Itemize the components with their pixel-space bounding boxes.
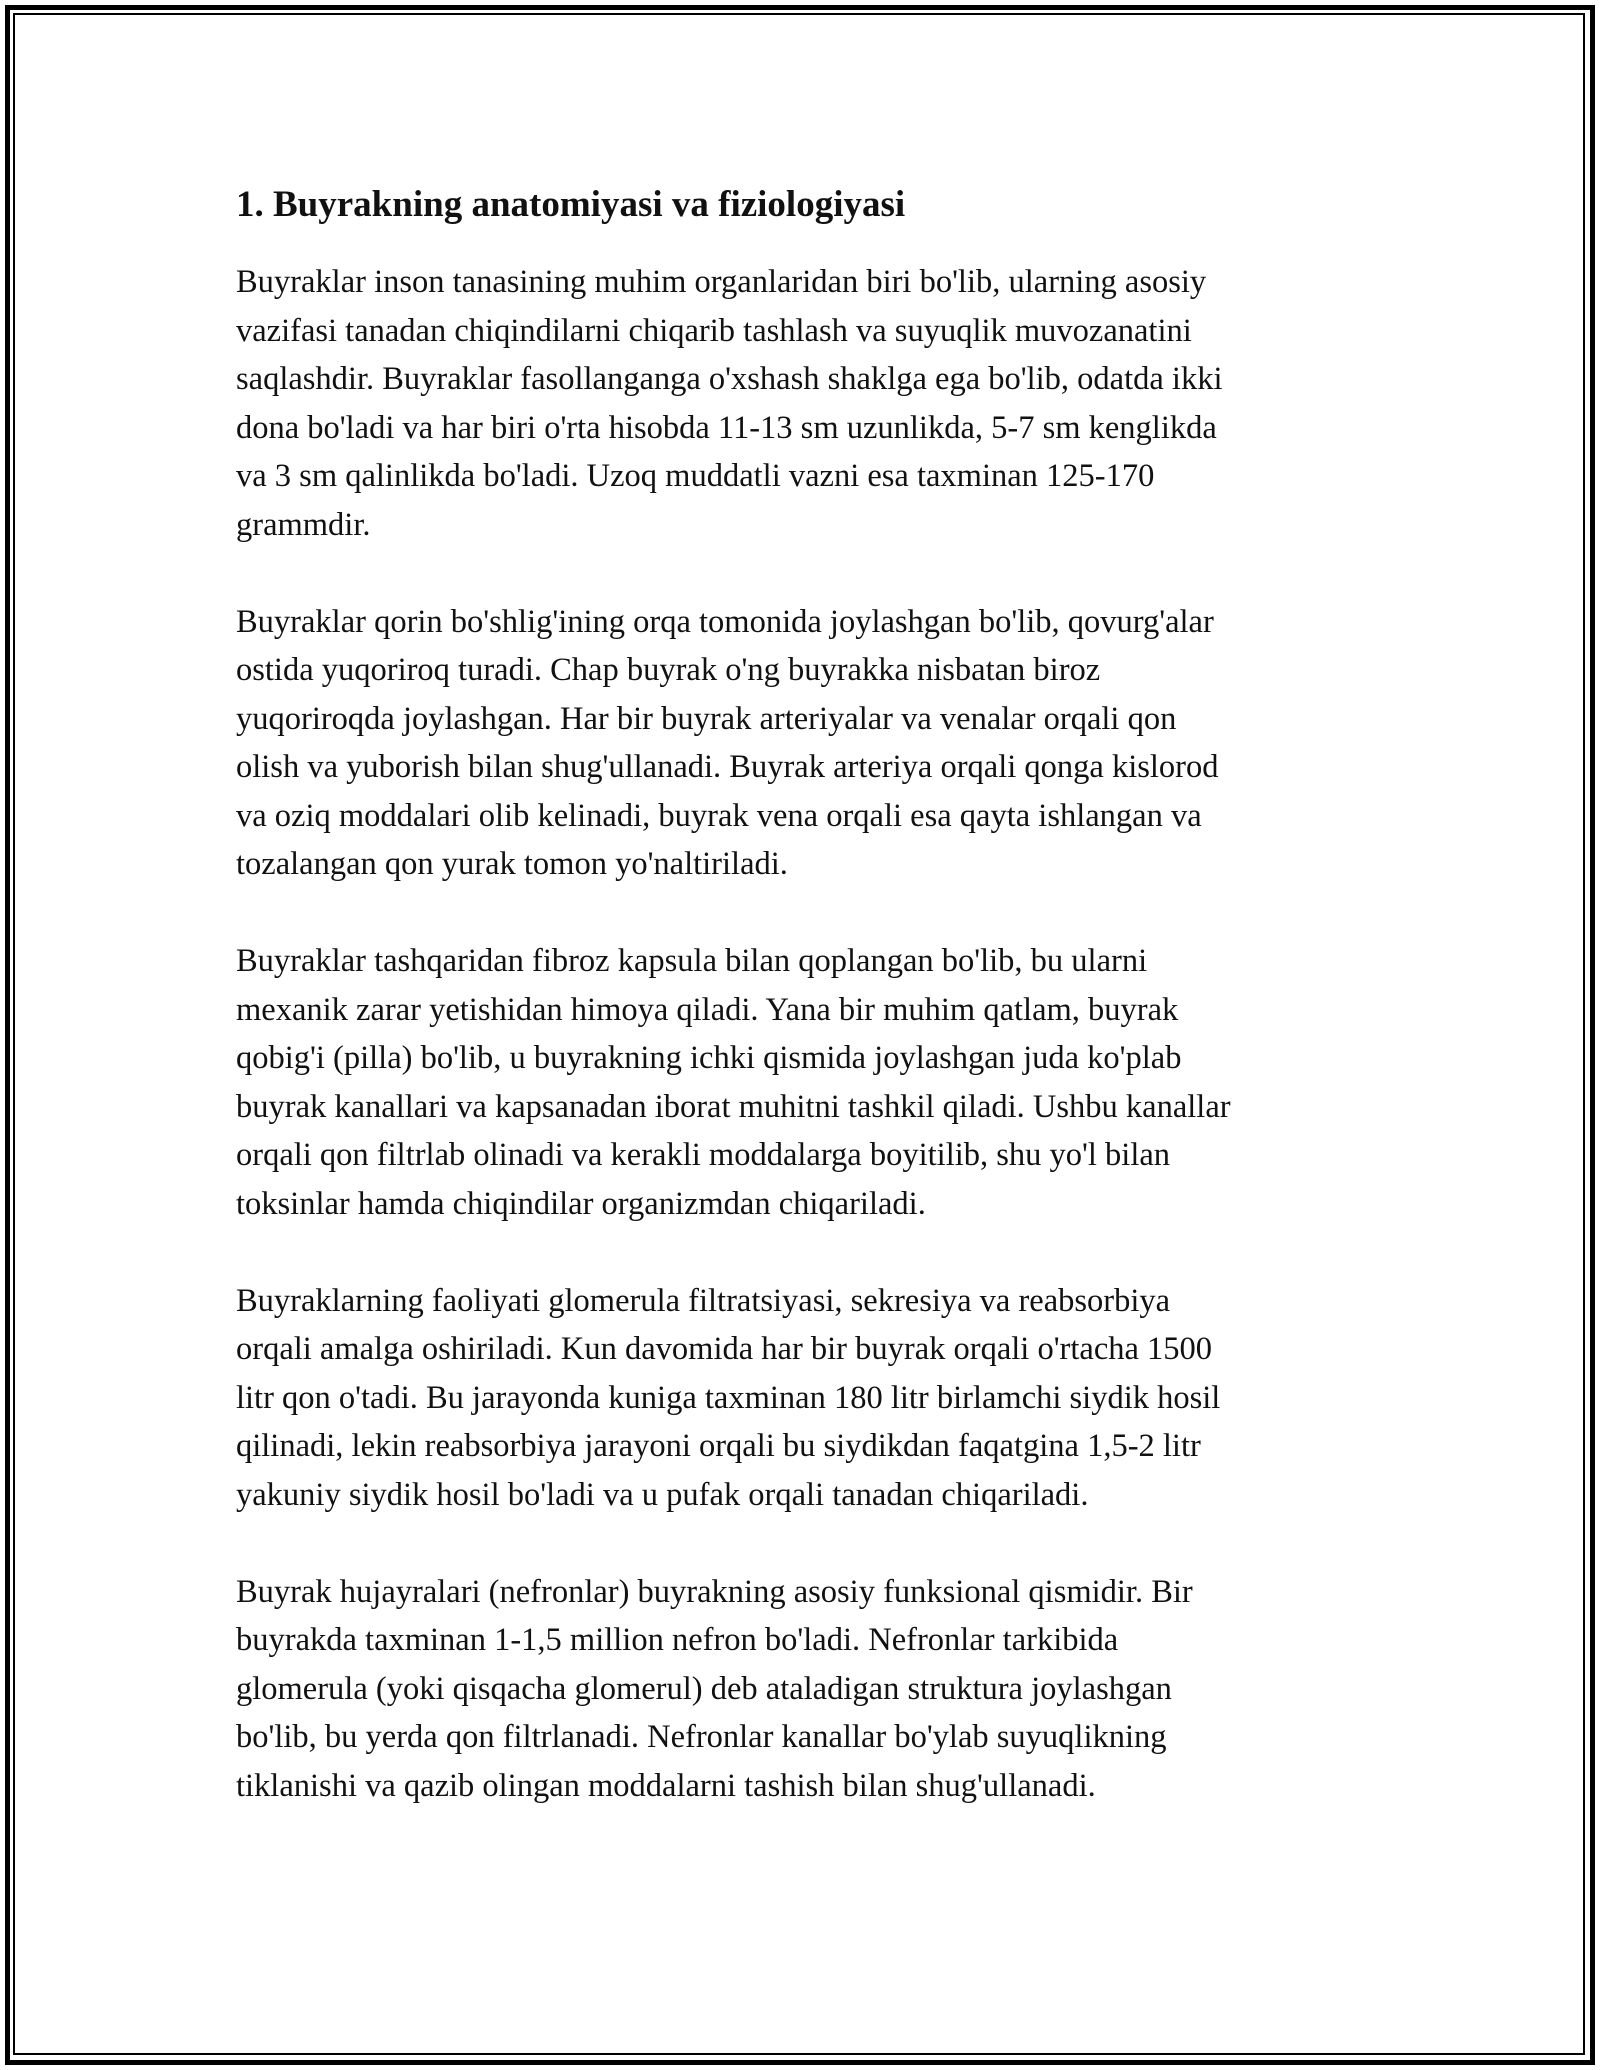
paragraph-nephrons: Buyrak hujayralari (nefronlar) buyrakning asosiy funksional qismidir. Bir buyrakda taxminan 1-1,5 million nefron bo'ladi. Nefronlar tarkibida glomerula (yoki qisqacha glomerul) deb ataladigan struktura joylashgan bo'lib, bu yerda qon filtrlanadi. Nefronlar kanallar bo'ylab suyuqlikning tiklanishi va qazib olingan moddalarni tashish bilan shug'ullanadi. xyxy=(236,1573,1193,1804)
section-title: 1. Buyrakning anatomiyasi va fiziologiyasi xyxy=(236,184,906,225)
paragraph-location-blood-supply: Buyraklar qorin bo'shlig'ining orqa tomonida joylashgan bo'lib, qovurg'alar ostida yuqoriroq turadi. Chap buyrak o'ng buyrakka nisbatan biroz yuqoriroqda joylashgan. Har bir buyrak arteriyalar va venalar orqali qon olish va yuborish bilan shug'ullanadi. Buyrak arteriya orqali qonga kislorod va oziq moddalari olib kelinadi, buyrak vena orqali esa qayta ishlangan va tozalangan qon yurak tomon yo'naltiriladi. xyxy=(236,603,1219,882)
paragraph-filtration-function: Buyraklarning faoliyati glomerula filtratsiyasi, sekresiya va reabsorbiya orqali amalga oshiriladi. Kun davomida har bir buyrak orqali o'rtacha 1500 litr qon o'tadi. Bu jarayonda kuniga taxminan 180 litr birlamchi siydik hosil qilinadi, lekin reabsorbiya jarayoni orqali bu siydikdan faqatgina 1,5-2 litr yakuniy siydik hosil bo'ladi va u pufak orqali tanadan chiqariladi. xyxy=(236,1282,1221,1513)
paragraph-anatomy-overview: Buyraklar inson tanasining muhim organlaridan biri bo'lib, ularning asosiy vazifasi tanadan chiqindilarni chiqarib tashlash va suyuqlik muvozanatini saqlashdir. Buyraklar fasollanganga o'xshash shaklga ega bo'lib, odatda ikki dona bo'ladi va har biri o'rta hisobda 11-13 sm uzunlikda, 5-7 sm kenglikda va 3 sm qalinlikda bo'ladi. Uzoq muddatli vazni esa taxminan 125-170 grammdir. xyxy=(236,264,1223,543)
paragraph-capsule-layers: Buyraklar tashqaridan fibroz kapsula bilan qoplangan bo'lib, bu ularni mexanik zarar yetishidan himoya qiladi. Yana bir muhim qatlam, buyrak qobig'i (pilla) bo'lib, u buyrakning ichki qismida joylashgan juda ko'plab buyrak kanallari va kapsanadan iborat muhitni tashkil qiladi. Ushbu kanallar orqali qon filtrlab olinadi va kerakli moddalarga boyitilib, shu yo'l bilan toksinlar hamda chiqindilar organizmdan chiqariladi. xyxy=(236,943,1231,1222)
document-body xyxy=(236,180,1366,1859)
